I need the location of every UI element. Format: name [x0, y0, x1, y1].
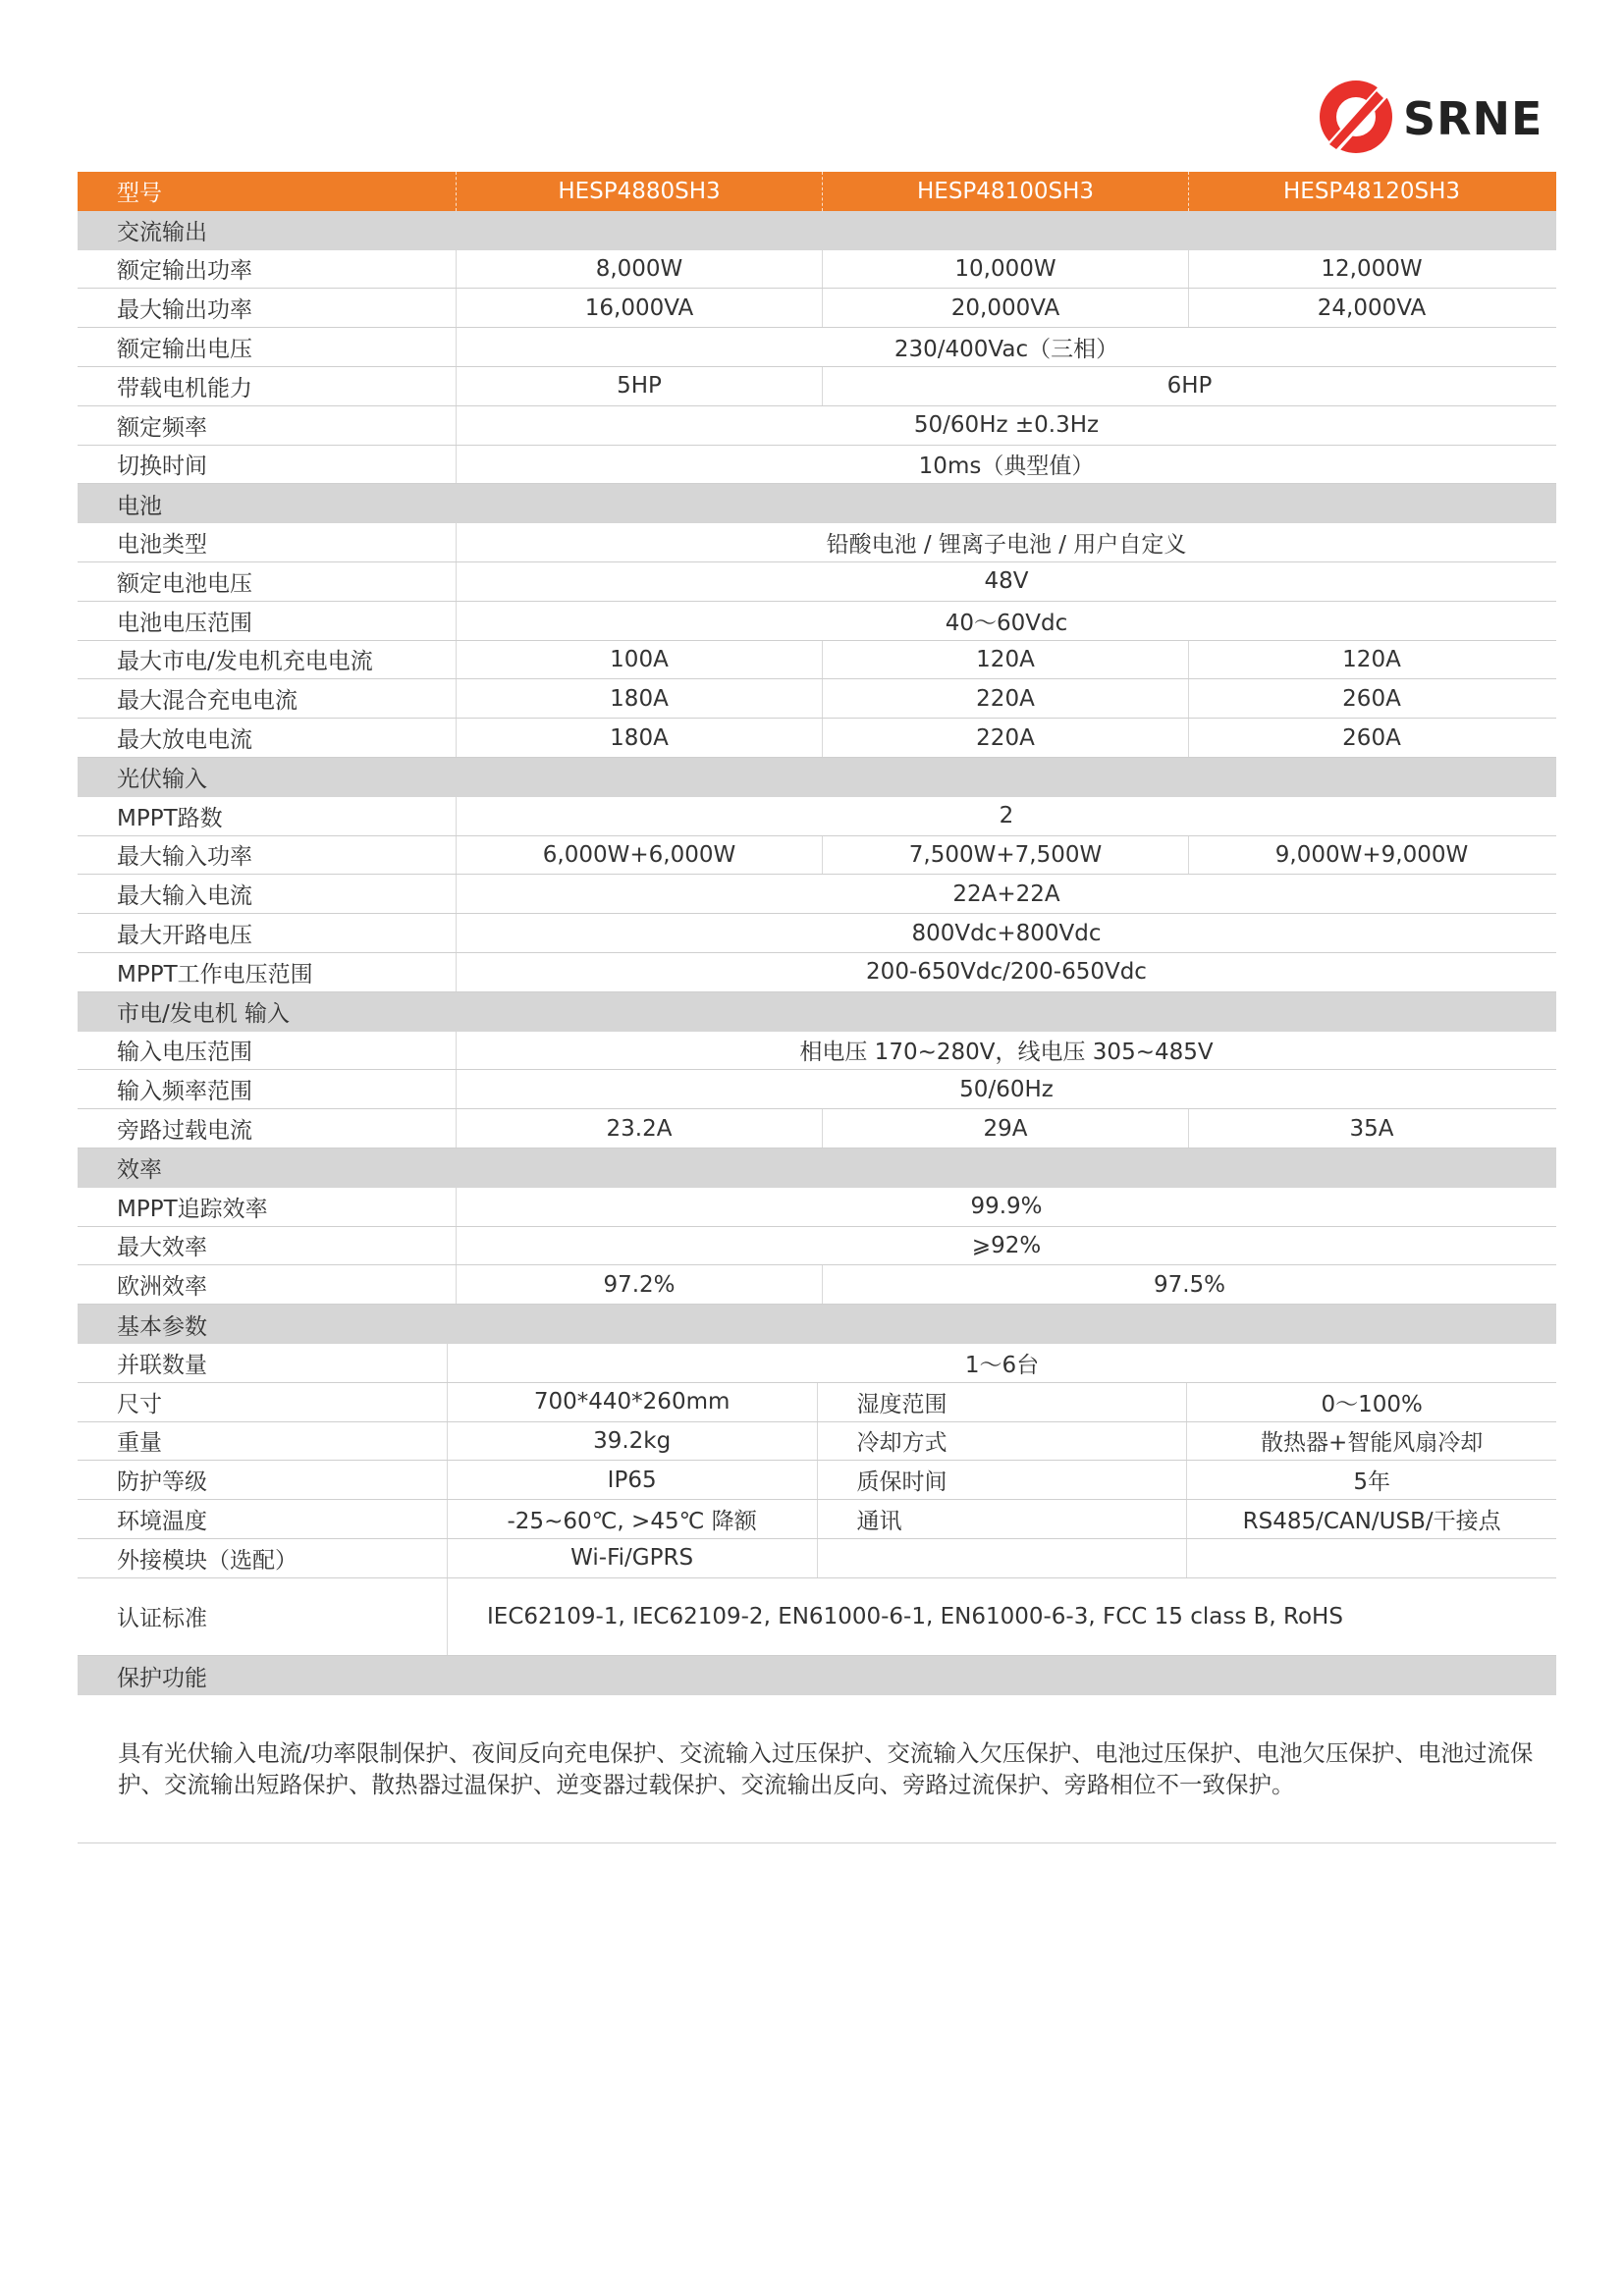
row-label: 最大输入功率 — [117, 844, 252, 871]
table-row — [78, 446, 1556, 485]
cell-value: 200-650Vdc/200-650Vdc — [456, 953, 1556, 991]
row-label: 尺寸 — [117, 1391, 162, 1417]
table-row — [78, 602, 1556, 641]
row-label-secondary: 冷却方式 — [817, 1422, 1187, 1461]
brand-logo — [1316, 77, 1561, 157]
cell-value: Wi-Fi/GPRS — [447, 1539, 817, 1577]
model-name: HESP48100SH3 — [822, 172, 1188, 211]
row-label: 输入电压范围 — [117, 1040, 252, 1066]
section-pv-input — [78, 758, 1556, 797]
row-label: 最大混合充电电流 — [117, 688, 298, 715]
section-title: 交流输出 — [117, 220, 207, 246]
empty-cell — [1186, 1539, 1556, 1577]
row-label-secondary: 湿度范围 — [817, 1383, 1187, 1421]
table-row — [78, 289, 1556, 328]
spec-table — [78, 172, 1556, 1695]
cell-value: 9,000W+9,000W — [1188, 836, 1554, 875]
table-row — [78, 679, 1556, 719]
table-row — [78, 797, 1556, 836]
cell-value: 散热器+智能风扇冷却 — [1186, 1422, 1556, 1461]
row-label: 最大输入电流 — [117, 883, 252, 910]
section-grid-input — [78, 992, 1556, 1032]
section-efficiency — [78, 1148, 1556, 1188]
table-row — [78, 523, 1556, 562]
table-row — [78, 1188, 1556, 1227]
cell-value: 39.2kg — [447, 1422, 817, 1461]
table-row — [78, 328, 1556, 367]
table-row — [78, 1500, 1556, 1539]
section-title: 市电/发电机 输入 — [117, 1001, 291, 1028]
row-label: 切换时间 — [117, 454, 207, 480]
section-title: 基本参数 — [117, 1313, 207, 1340]
cell-value: 16,000VA — [456, 289, 822, 327]
cell-value: 48V — [456, 562, 1556, 601]
row-label: 最大开路电压 — [117, 923, 252, 949]
cell-value: 230/400Vac（三相） — [456, 328, 1556, 366]
section-title: 效率 — [117, 1157, 162, 1184]
row-label: 外接模块（选配） — [117, 1547, 298, 1574]
row-label: 电池电压范围 — [117, 610, 252, 636]
table-row — [78, 953, 1556, 992]
cell-value: 6,000W+6,000W — [456, 836, 822, 875]
row-label: 带载电机能力 — [117, 375, 252, 401]
cell-value: ⩾92% — [456, 1227, 1556, 1265]
row-label: 输入频率范围 — [117, 1079, 252, 1105]
cell-value: 5年 — [1186, 1461, 1556, 1499]
row-label-secondary: 质保时间 — [817, 1461, 1187, 1499]
table-row — [78, 562, 1556, 602]
cell-value: 180A — [456, 679, 822, 718]
section-basic — [78, 1305, 1556, 1344]
section-battery — [78, 484, 1556, 523]
row-label: 最大市电/发电机充电电流 — [117, 649, 373, 675]
row-label: 最大输出功率 — [117, 297, 252, 324]
cell-value: 120A — [822, 641, 1188, 679]
cell-value: 50/60Hz ±0.3Hz — [456, 406, 1556, 445]
section-ac-output — [78, 211, 1556, 250]
row-label: 最大效率 — [117, 1235, 207, 1261]
model-name: HESP4880SH3 — [456, 172, 822, 211]
table-row — [78, 875, 1556, 914]
cell-value: 10ms（典型值） — [456, 446, 1556, 484]
table-row — [78, 1227, 1556, 1266]
section-protection — [78, 1656, 1556, 1695]
srne-logo-icon — [1316, 77, 1396, 157]
row-label: 重量 — [117, 1430, 162, 1457]
table-row — [78, 1265, 1556, 1305]
table-row — [78, 836, 1556, 876]
cell-value: 180A — [456, 719, 822, 757]
section-title: 保护功能 — [117, 1665, 207, 1691]
cell-value: 相电压 170~280V，线电压 305~485V — [456, 1032, 1556, 1070]
cell-value: 7,500W+7,500W — [822, 836, 1188, 875]
row-label-secondary: 通讯 — [817, 1500, 1187, 1538]
cell-value: 1～6台 — [447, 1344, 1556, 1382]
cell-value: 50/60Hz — [456, 1070, 1556, 1108]
table-row — [78, 1109, 1556, 1148]
table-row — [78, 1422, 1556, 1462]
table-row — [78, 641, 1556, 680]
table-row — [78, 1383, 1556, 1422]
cell-value: 40～60Vdc — [456, 602, 1556, 640]
section-title: 光伏输入 — [117, 767, 207, 793]
cell-value: 100A — [456, 641, 822, 679]
model-name: HESP48120SH3 — [1188, 172, 1554, 211]
protection-description: 具有光伏输入电流/功率限制保护、夜间反向充电保护、交流输入过压保护、交流输入欠压保护、电池过压保护、电池欠压保护、电池过流保护、交流输出短路保护、散热器过温保护、逆变器过载保护、交流输出反向、旁路过流保护、旁路相位不一致保护。 — [118, 1739, 1534, 1798]
row-label: 额定电池电压 — [117, 570, 252, 597]
divider — [78, 1842, 1556, 1843]
row-label: MPPT追踪效率 — [117, 1196, 268, 1222]
cell-value: 8,000W — [456, 250, 822, 289]
model-label: 型号 — [117, 181, 162, 207]
row-label: 额定输出电压 — [117, 337, 252, 363]
table-row — [78, 406, 1556, 446]
cell-value: 97.5% — [822, 1265, 1556, 1304]
row-label: 额定频率 — [117, 414, 207, 441]
cell-value: 铅酸电池 / 锂离子电池 / 用户自定义 — [456, 523, 1556, 561]
table-row — [78, 1344, 1556, 1383]
cell-value: 97.2% — [456, 1265, 822, 1304]
cell-value: IEC62109-1, IEC62109-2, EN61000-6-1, EN61000-6-3, FCC 15 class B, RoHS — [447, 1578, 1556, 1656]
row-label: 最大放电电流 — [117, 727, 252, 754]
cell-value: 0～100% — [1186, 1383, 1556, 1421]
cell-value: 260A — [1188, 679, 1554, 718]
cell-value: 220A — [822, 719, 1188, 757]
cell-value: 99.9% — [456, 1188, 1556, 1226]
table-row — [78, 367, 1556, 406]
table-row — [78, 1539, 1556, 1578]
cell-value: 120A — [1188, 641, 1554, 679]
table-row — [78, 1578, 1556, 1657]
row-label: 并联数量 — [117, 1352, 207, 1378]
row-label: 认证标准 — [117, 1606, 207, 1632]
table-row — [78, 1070, 1556, 1109]
cell-value: -25~60℃, >45℃ 降额 — [447, 1500, 817, 1538]
row-label: MPPT工作电压范围 — [117, 961, 313, 988]
cell-value: 2 — [456, 797, 1556, 835]
cell-value: IP65 — [447, 1461, 817, 1499]
table-row — [78, 719, 1556, 758]
cell-value: 23.2A — [456, 1109, 822, 1148]
table-row — [78, 1032, 1556, 1071]
cell-value: 5HP — [456, 367, 822, 405]
cell-value: 10,000W — [822, 250, 1188, 289]
cell-value: 800Vdc+800Vdc — [456, 914, 1556, 952]
table-row — [78, 914, 1556, 953]
cell-value: 35A — [1188, 1109, 1554, 1148]
cell-value: 700*440*260mm — [447, 1383, 817, 1421]
cell-value: 220A — [822, 679, 1188, 718]
table-row — [78, 250, 1556, 290]
row-label: 额定输出功率 — [117, 258, 252, 285]
row-label: 防护等级 — [117, 1469, 207, 1496]
brand-name: SRNE — [1403, 92, 1543, 145]
empty-cell — [817, 1539, 1187, 1577]
row-label: MPPT路数 — [117, 805, 223, 831]
cell-value: RS485/CAN/USB/干接点 — [1186, 1500, 1556, 1538]
row-label: 电池类型 — [117, 532, 207, 559]
cell-value: 260A — [1188, 719, 1554, 757]
cell-value: 6HP — [822, 367, 1556, 405]
cell-value: 22A+22A — [456, 875, 1556, 913]
cell-value: 20,000VA — [822, 289, 1188, 327]
cell-value: 12,000W — [1188, 250, 1554, 289]
row-label: 旁路过载电流 — [117, 1118, 252, 1145]
table-header-row — [78, 172, 1556, 211]
row-label: 环境温度 — [117, 1508, 207, 1534]
cell-value: 24,000VA — [1188, 289, 1554, 327]
cell-value: 29A — [822, 1109, 1188, 1148]
table-row — [78, 1461, 1556, 1500]
section-title: 电池 — [117, 493, 162, 519]
row-label: 欧洲效率 — [117, 1274, 207, 1301]
